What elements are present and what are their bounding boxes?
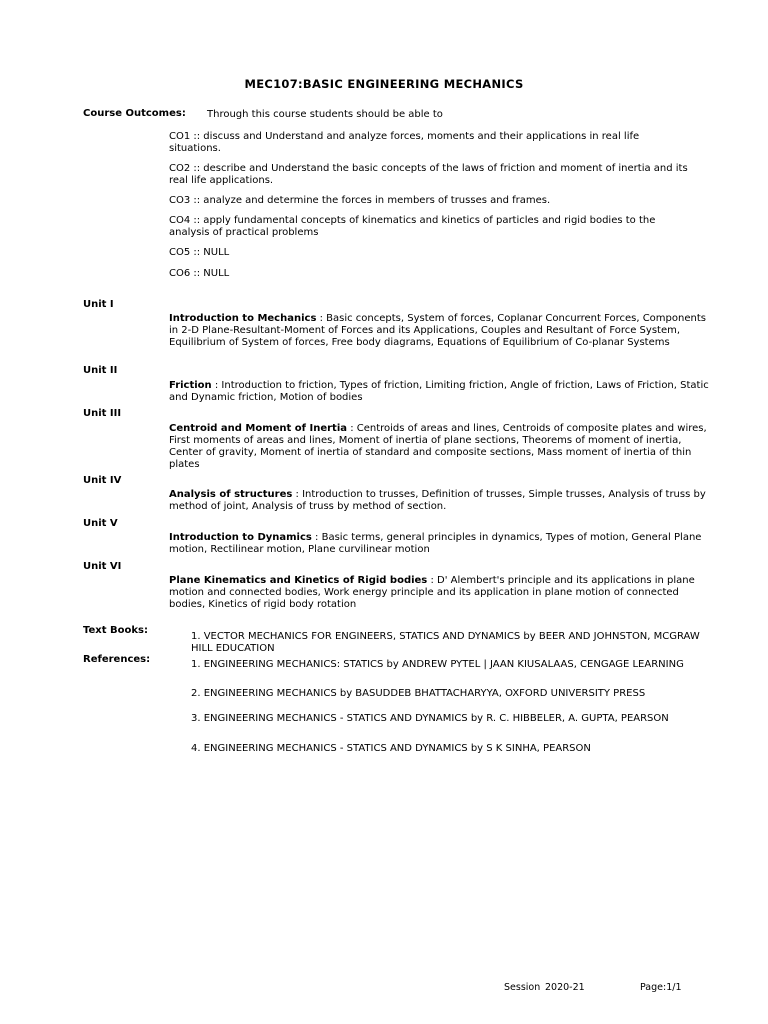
course-outcome-item: CO4 :: apply fundamental concepts of kinematics and kinetics of particles and rigid bodies to the analysis of practical problems [169,215,656,238]
unit-description [169,313,709,349]
unit-separator: : [347,423,357,434]
page-title: MEC107:BASIC ENGINEERING MECHANICS [244,77,524,91]
unit-title: Introduction to Dynamics [169,532,312,543]
unit-separator: : [292,489,303,500]
session-label: Session [504,982,541,993]
reference-item: 3. ENGINEERING MECHANICS - STATICS AND DYNAMICS by R. C. HIBBELER, A. GUPTA, PEARSON [191,713,669,724]
unit-body: Introduction to friction, Types of friction, Limiting friction, Angle of friction, Laws of Friction, Static and Dynamic friction, Motion of bodies [169,380,709,403]
unit-separator: : [211,380,222,391]
unit-label: Unit III [83,408,122,419]
unit-description [169,489,709,513]
unit-label: Unit V [83,518,118,529]
unit-label: Unit IV [83,475,122,486]
course-outcome-item: CO3 :: analyze and determine the forces in members of trusses and frames. [169,195,551,206]
unit-label: Unit VI [83,561,122,572]
unit-body: Centroids of areas and lines, Centroids of composite plates and wires, First moments of areas and lines, Moment of inertia of plane sections, Theorems of moment of inertia, Center of gravity, Moment of inertia of standard and composite sections, Mass moment of inertia of thin plates [169,423,707,470]
reference-item: 1. ENGINEERING MECHANICS: STATICS by ANDREW PYTEL | JAAN KIUSALAAS, CENGAGE LEARNING [191,659,684,670]
unit-body: D' Alembert's principle and its applications in plane motion and connected bodies, Work energy principle and its application in plane motion of connected bodies, Kinetics of rigid body rotation [169,575,695,610]
course-outcome-item: CO2 :: describe and Understand the basic concepts of the laws of friction and moment of inertia and its real life applications. [169,163,688,186]
unit-title: Friction [169,380,212,391]
unit-title: Plane Kinematics and Kinetics of Rigid bodies [169,575,428,586]
course-outcome-item: CO1 :: discuss and Understand and analyze forces, moments and their applications in real life situations. [169,131,640,154]
unit-label: Unit II [83,365,118,376]
unit-separator: : [316,313,327,324]
references-label: References: [83,654,151,665]
unit-title: Centroid and Moment of Inertia [169,423,348,434]
page-number: Page:1/1 [640,982,682,993]
unit-body: Introduction to trusses, Definition of trusses, Simple trusses, Analysis of truss by method of joint, Analysis of truss by method of section. [169,489,706,512]
session-value: 2020-21 [545,982,585,993]
course-outcome-item: CO5 :: NULL [169,247,230,258]
text-books-label: Text Books: [83,625,148,636]
unit-body: Basic concepts, System of forces, Coplanar Concurrent Forces, Components in 2-D Plane-Resultant-Moment of Forces and its Applications, Couples and Resultant of Force System, Equilibrium of System of forces, Free body diagrams, Equations of Equilibrium of Co-planar Systems [169,313,706,348]
unit-separator: : [427,575,437,586]
text-book-item: 1. VECTOR MECHANICS FOR ENGINEERS, STATICS AND DYNAMICS by BEER AND JOHNSTON, MCGRAW HILL EDUCATION [191,631,700,654]
course-outcomes-label: Course Outcomes: [83,108,186,119]
unit-description [169,380,709,404]
course-outcomes-intro: Through this course students should be able to [207,109,443,120]
unit-title: Analysis of structures [169,489,293,500]
course-outcome-item: CO6 :: NULL [169,268,230,279]
unit-body: Basic terms, general principles in dynamics, Types of motion, General Plane motion, Rectilinear motion, Plane curvilinear motion [169,532,702,555]
unit-description [169,423,709,471]
unit-title: Introduction to Mechanics [169,313,317,324]
unit-description [169,532,709,556]
unit-separator: : [311,532,322,543]
unit-label: Unit I [83,299,114,310]
unit-description [169,575,709,611]
reference-item: 4. ENGINEERING MECHANICS - STATICS AND DYNAMICS by S K SINHA, PEARSON [191,743,591,754]
reference-item: 2. ENGINEERING MECHANICS by BASUDDEB BHATTACHARYYA, OXFORD UNIVERSITY PRESS [191,688,646,699]
